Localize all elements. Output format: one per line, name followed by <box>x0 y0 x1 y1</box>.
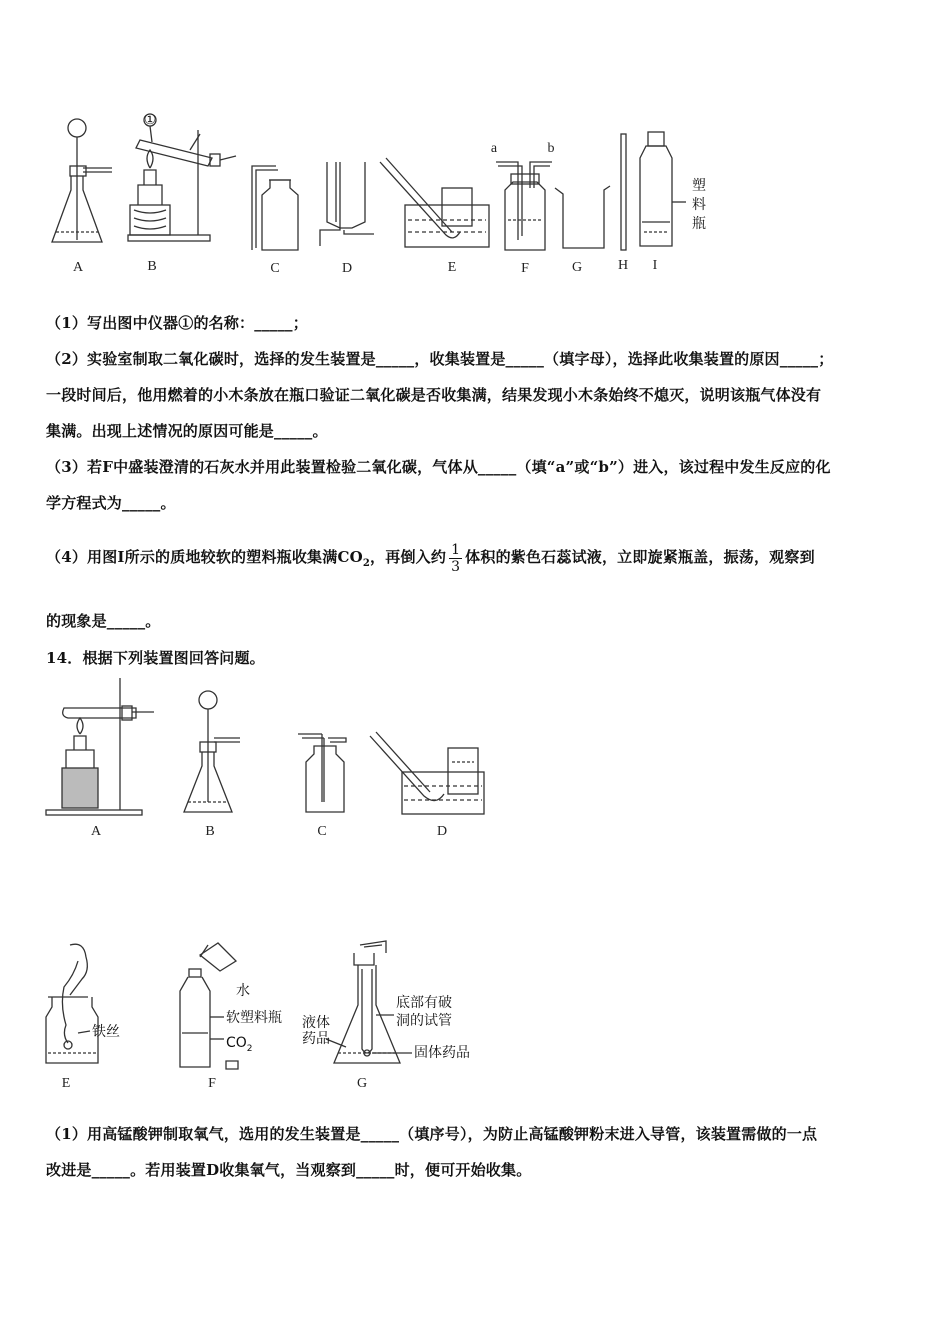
apparatus-figure-2-bottom-drawing <box>40 935 500 1095</box>
label-14-f: F <box>208 1076 216 1091</box>
apparatus-14-b <box>184 691 240 812</box>
fraction-numerator: 1 <box>451 541 461 558</box>
q13-part2-line2: 一段时间后，他用燃着的小木条放在瓶口验证二氧化碳是否收集满，结果发现小木条始终不熄灭，说明该瓶气体没有 <box>46 386 822 404</box>
apparatus-i <box>640 132 686 246</box>
label-b: B <box>147 259 157 274</box>
label-f: F <box>521 261 529 276</box>
apparatus-14-a <box>46 678 154 815</box>
q14-part1-line1: （1）用高锰酸钾制取氧气，选用的发生装置是_____（填序号），为防止高锰酸钾粉末进入导管，该装置需做的一点 <box>46 1125 818 1143</box>
label-marker-1: ① <box>143 113 157 128</box>
apparatus-a <box>52 119 112 242</box>
label-a: A <box>72 260 84 275</box>
q13-part4-line1 <box>46 530 908 591</box>
label-soft-bottle: 软塑料瓶 <box>226 1010 282 1026</box>
apparatus-figure-2-bottom <box>40 935 500 1095</box>
label-i: I <box>652 258 658 273</box>
label-h: H <box>617 258 629 273</box>
q13-part4-sub: 2 <box>362 558 371 569</box>
label-c: C <box>270 261 280 276</box>
label-bottle-3: 瓶 <box>692 216 706 232</box>
q13-part4-post: 体积的紫色石蕊试液，立即旋紧瓶盖，振荡，观察到 <box>465 548 815 566</box>
label-bottle-2: 料 <box>692 197 706 213</box>
label-14-d: D <box>436 824 448 839</box>
fraction-one-third <box>449 542 462 575</box>
apparatus-d <box>320 162 374 246</box>
apparatus-figure-1-drawing <box>40 110 740 285</box>
label-tube-2: 洞的试管 <box>396 1013 452 1029</box>
apparatus-14-e <box>46 944 98 1063</box>
label-14-b: B <box>205 824 215 839</box>
apparatus-h <box>621 134 626 250</box>
label-solid: 固体药品 <box>414 1045 470 1061</box>
q13-part3-line1: （3）若F中盛装澄清的石灰水并用此装置检验二氧化碳，气体从_____（填“a”或“b”）进入，该过程中发生反应的化 <box>46 458 831 476</box>
label-liquid-1: 液体 <box>302 1015 330 1031</box>
label-iron-wire: 铁丝 <box>92 1024 120 1040</box>
apparatus-14-c <box>298 734 346 812</box>
label-tube-1: 底部有破 <box>396 995 452 1011</box>
label-port-b: b <box>547 141 555 156</box>
apparatus-14-d <box>370 732 484 814</box>
label-14-a: A <box>90 824 102 839</box>
apparatus-c <box>252 166 298 250</box>
label-co2 <box>226 1035 253 1054</box>
apparatus-figure-1 <box>40 110 740 285</box>
label-port-a: a <box>490 141 498 156</box>
q13-part2-line1: （2）实验室制取二氧化碳时，选择的发生装置是_____，收集装置是_____（填字母），选择此收集装置的原因_____； <box>46 350 834 368</box>
label-liquid-2: 药品 <box>302 1031 330 1047</box>
q14-part1-line2: 改进是_____。若用装置D收集氧气，当观察到_____时，便可开始收集。 <box>46 1161 532 1179</box>
label-d: D <box>341 261 353 276</box>
label-14-g: G <box>356 1076 368 1091</box>
apparatus-f <box>496 162 552 250</box>
label-14-c: C <box>317 824 327 839</box>
label-e: E <box>447 260 457 275</box>
label-14-e: E <box>61 1076 71 1091</box>
q13-part4-pre: （4）用图I所示的质地较软的塑料瓶收集满CO <box>46 548 363 566</box>
apparatus-figure-2-top <box>40 672 500 842</box>
label-bottle-1: 塑 <box>692 178 706 194</box>
q14-title: 14．根据下列装置图回答问题。 <box>46 649 265 667</box>
apparatus-b <box>128 114 236 241</box>
label-co2-sub: 2 <box>246 1044 253 1054</box>
label-g: G <box>571 260 583 275</box>
apparatus-g <box>555 186 610 248</box>
q13-part3-line2: 学方程式为_____。 <box>46 494 176 512</box>
q13-part2-line3: 集满。出现上述情况的原因可能是_____。 <box>46 422 328 440</box>
apparatus-e <box>380 158 489 247</box>
q13-part4-mid: ，再倒入约 <box>370 548 447 566</box>
q13-part4-line2: 的现象是_____。 <box>46 612 161 630</box>
apparatus-figure-2-top-drawing <box>40 672 500 842</box>
fraction-denominator: 3 <box>451 558 461 575</box>
label-water: 水 <box>236 983 250 999</box>
q13-part1: （1）写出图中仪器①的名称：_____； <box>46 314 308 332</box>
label-co2-main: CO <box>226 1035 247 1051</box>
